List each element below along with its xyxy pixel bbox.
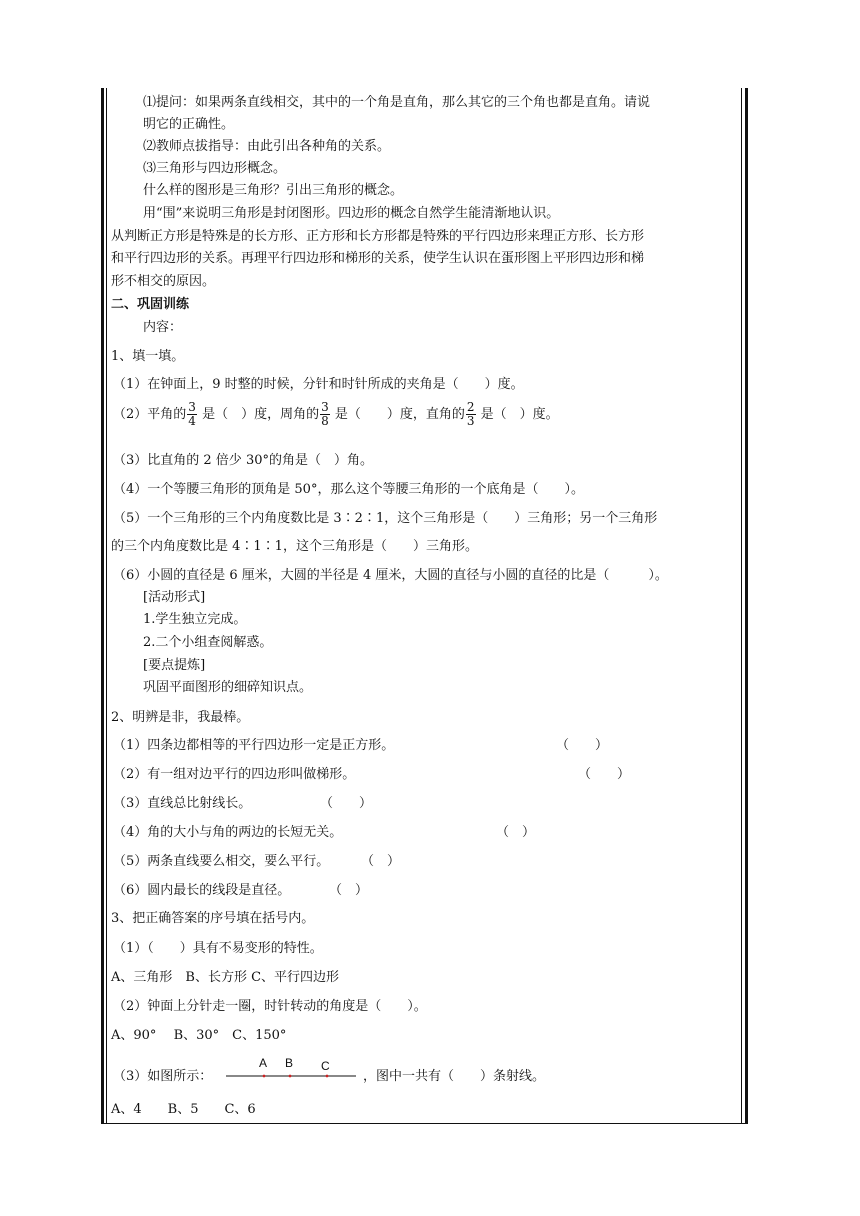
intro-paragraph-line3: 形不相交的原因。 xyxy=(111,274,216,289)
q3-title: 3、把正确答案的序号填在括号内。 xyxy=(111,911,315,926)
q2-item-1-blank: （ ） xyxy=(556,738,609,753)
q1-item-2-part-d: 是（ ）度。 xyxy=(480,407,559,422)
q2-item-6-blank: （ ） xyxy=(329,883,369,898)
content-label: 内容： xyxy=(143,320,183,335)
intro-q4: 什么样的图形是三角形？引出三角形的概念。 xyxy=(143,183,404,198)
q1-item-2-part-a: （2）平角的 xyxy=(113,407,187,422)
q2-item-4: （4）角的大小与角的两边的长短无关。 xyxy=(113,825,343,840)
q1-item-6: （6）小圆的直径是 6 厘米，大圆的半径是 4 厘米，大圆的直径与小圆的直径的比是（ ）。 xyxy=(113,568,668,583)
q2-item-3-blank: （ ） xyxy=(320,796,373,811)
bottom-border xyxy=(101,1123,748,1124)
q1-item-4: （4）一个等腰三角形的顶角是 50°，那么这个等腰三角形的一个底角是（ ）。 xyxy=(113,482,584,497)
right-border-thick xyxy=(745,88,748,1124)
q1-item-5-line2: 的三个内角度数比是 4∶1∶1，这个三角形是（ ）三角形。 xyxy=(111,539,478,554)
intro-q1-line2: 明它的正确性。 xyxy=(143,117,235,132)
q1-item-2-part-c: 是（ ）度，直角的 xyxy=(334,407,465,422)
q1-item-2 xyxy=(113,400,559,430)
left-border-thick xyxy=(101,88,104,1124)
ray-diagram xyxy=(226,1056,360,1082)
q3-item-3-options: A、4 B、5 C、6 xyxy=(111,1102,256,1117)
intro-q2: ⑵教师点拔指导：由此引出各种角的关系。 xyxy=(143,139,391,154)
q1-title: 1、填一填。 xyxy=(111,349,185,364)
key-points-text: 巩固平面图形的细碎知识点。 xyxy=(143,680,313,695)
ray-label-a: A xyxy=(259,1056,268,1070)
ray-label-c: C xyxy=(321,1059,330,1073)
ray-point-c xyxy=(326,1075,329,1078)
fraction-three-quarters: $\frac{3}{4}$ xyxy=(188,400,196,428)
q1-item-3: （3）比直角的 2 倍少 30°的角是（ ）角。 xyxy=(113,453,373,468)
ray-point-b xyxy=(289,1075,292,1078)
q3-item-1-options: A、三角形 B、长方形 C、平行四边形 xyxy=(111,970,340,985)
q2-item-3: （3）直线总比射线长。 xyxy=(113,796,252,811)
q2-item-5: （5）两条直线要么相交，要么平行。 xyxy=(113,854,330,869)
q3-item-2: （2）钟面上分针走一圈，时针转动的角度是（ ）。 xyxy=(113,999,427,1014)
q3-item-3-part-b: ，图中一共有（ ）条射线。 xyxy=(363,1069,546,1084)
activity-step-1: 1.学生独立完成。 xyxy=(143,612,247,627)
activity-label: [活动形式] xyxy=(143,590,206,605)
q2-item-2: （2）有一组对边平行的四边形叫做梯形。 xyxy=(113,767,356,782)
left-border-thin xyxy=(106,88,107,1124)
intro-q1-line1: ⑴提问：如果两条直线相交，其中的一个角是直角，那么其它的三个角也都是直角。请说 xyxy=(143,95,651,110)
activity-step-2: 2.二个小组查阅解惑。 xyxy=(143,635,273,650)
q2-item-6: （6）圆内最长的线段是直径。 xyxy=(113,883,291,898)
q3-item-2-options: A、90° B、30° C、150° xyxy=(111,1028,287,1043)
key-points-label: [要点提炼] xyxy=(143,658,206,673)
q3-item-3-part-a: （3）如图所示： xyxy=(113,1069,213,1084)
fraction-three-eighths: $\frac{3}{8}$ xyxy=(321,400,329,428)
intro-q5: 用“围”来说明三角形是封闭图形。四边形的概念自然学生能清渐地认识。 xyxy=(143,206,560,221)
fraction-two-thirds: $\frac{2}{3}$ xyxy=(466,400,475,428)
intro-paragraph-line2: 和平行四边形的关系。再理平行四边形和梯形的关系，使学生认识在蛋形图上平形四边形和梯 xyxy=(111,251,645,266)
q1-item-1: （1）在钟面上，9 时整的时候，分针和时针所成的夹角是（ ）度。 xyxy=(113,377,524,392)
q1-item-5-line1: （5）一个三角形的三个内角度数比是 3∶2∶1，这个三角形是（ ）三角形；另一个三角形 xyxy=(113,511,658,526)
q2-item-1: （1）四条边都相等的平行四边形一定是正方形。 xyxy=(113,738,395,753)
q2-item-5-blank: （ ） xyxy=(361,854,401,869)
intro-paragraph-line1: 从判断正方形是特殊是的长方形、正方形和长方形都是特殊的平行四边形来理正方形、长方形 xyxy=(111,229,645,244)
right-border-thin xyxy=(741,88,742,1124)
intro-q3: ⑶三角形与四边形概念。 xyxy=(143,161,287,176)
q3-item-1: （1）（ ）具有不易变形的特性。 xyxy=(113,941,323,956)
q2-item-2-blank: （ ） xyxy=(578,767,631,782)
section-title: 二、巩固训练 xyxy=(111,297,190,312)
ray-point-a xyxy=(263,1075,266,1078)
q2-item-4-blank: （ ） xyxy=(496,825,536,840)
q2-title: 2、明辨是非，我最棒。 xyxy=(111,710,250,725)
ray-label-b: B xyxy=(285,1056,294,1070)
q1-item-2-part-b: 是（ ）度，周角的 xyxy=(202,407,320,422)
